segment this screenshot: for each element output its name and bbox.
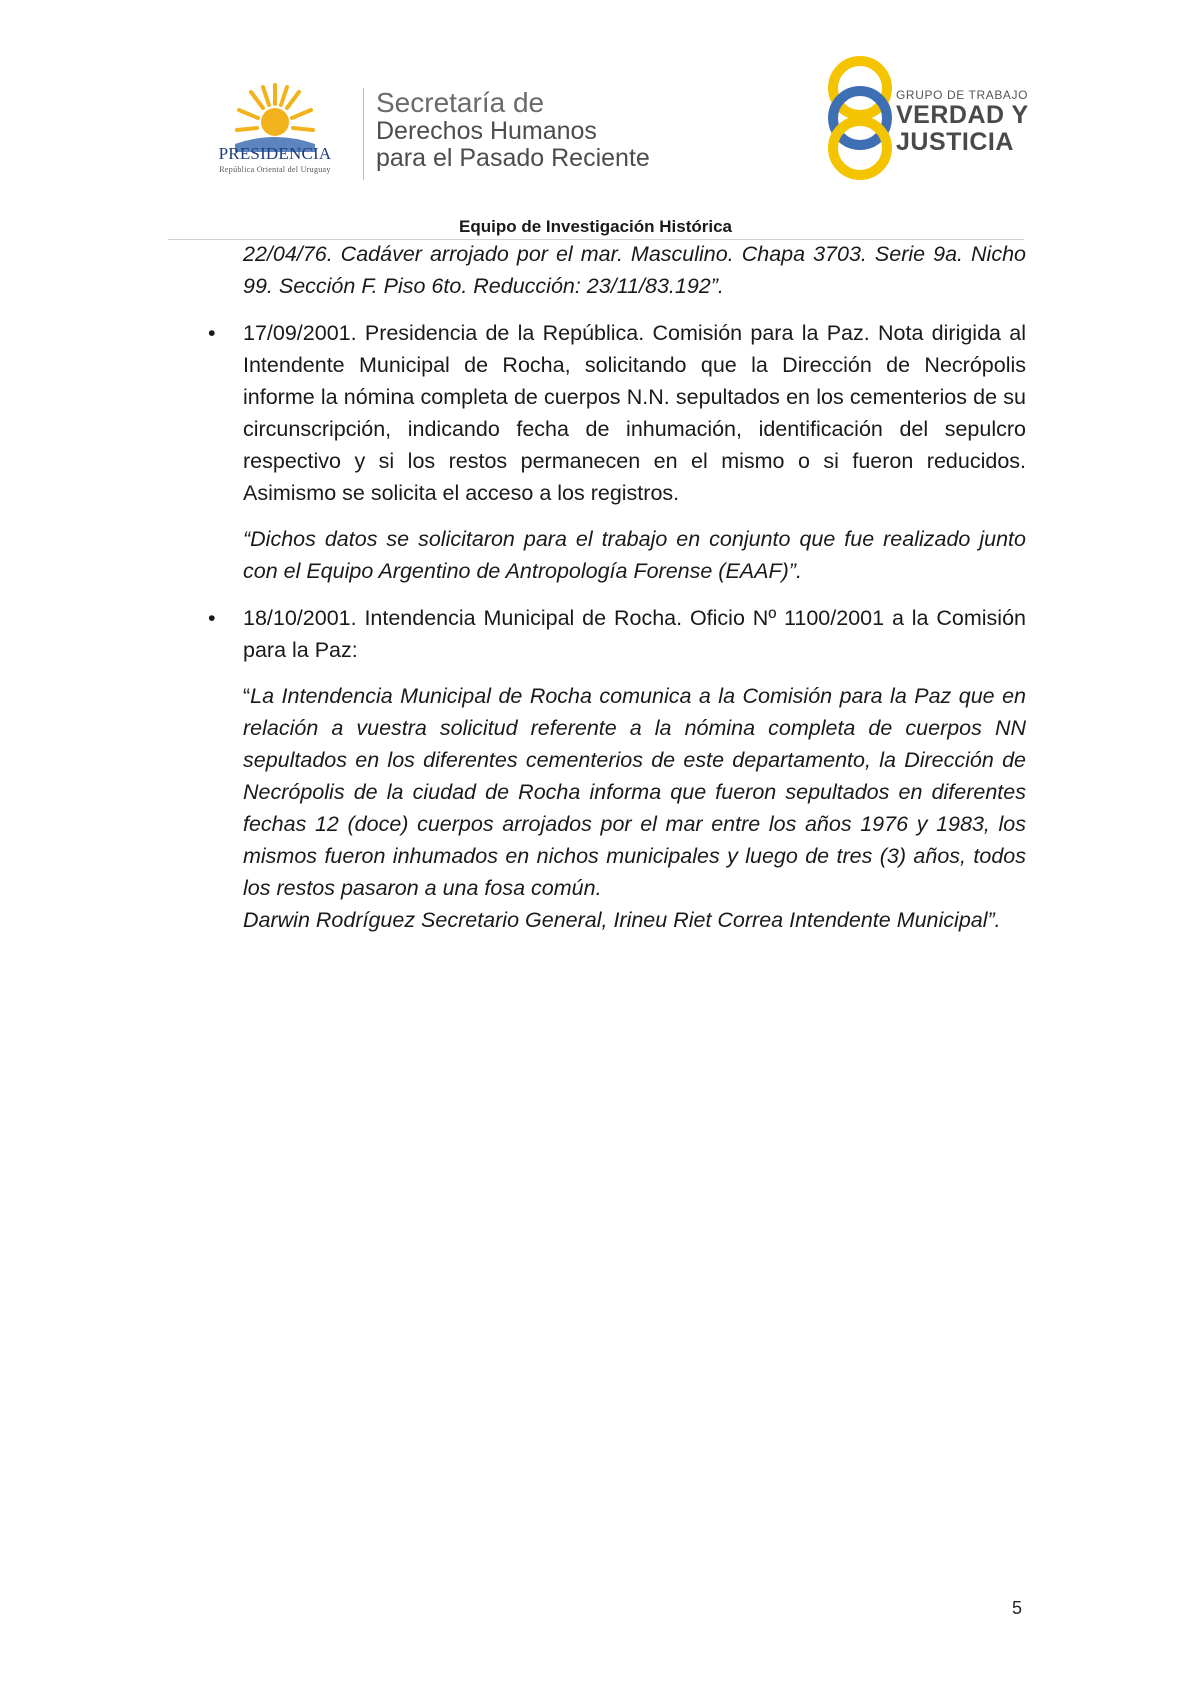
item-1-text: 17/09/2001. Presidencia de la República. Comisión para la Paz. Nota dirigida al Intendente Municipal de Rocha, solicitando que la Dirección de Necrópolis informe la nómina completa de cuerpos N.N. sepultados en los cementerios de su circunscripción, indicando fecha de inhumación, identificación del sepulcro respectivo y si los restos permanecen en el mismo o si fueron reducidos. Asimismo se solicita el acceso a los registros. (243, 321, 1026, 505)
presidencia-name: PRESIDENCIA (218, 144, 332, 163)
bullet-icon: • (208, 321, 216, 345)
grupo-line-1: VERDAD Y (896, 101, 1029, 129)
document-body (206, 238, 1026, 936)
logo-divider (363, 88, 364, 180)
item-2-signature: Darwin Rodríguez Secretario General, Irineu Riet Correa Intendente Municipal”. (243, 908, 1001, 932)
secretaria-line-2: Derechos Humanos (376, 117, 597, 145)
item-2-text: 18/10/2001. Intendencia Municipal de Rocha. Oficio Nº 1100/2001 a la Comisión para la Paz: (243, 606, 1026, 662)
list-item (206, 317, 1026, 509)
item-2-quote-block (206, 680, 1026, 936)
item-1-quote: “Dichos datos se solicitaron para el trabajo en conjunto que fue realizado junto con el Equipo Argentino de Antropología Forense (EAAF)”. (243, 527, 1026, 583)
page-header (0, 0, 1191, 250)
presidencia-subtitle: República Oriental del Uruguay (219, 165, 331, 174)
quote-open-mark: “ (243, 684, 251, 708)
sun-icon (235, 82, 315, 152)
secretaria-logo-text (376, 88, 650, 172)
list-item (206, 602, 1026, 666)
grupo-line-2: JUSTICIA (896, 128, 1014, 156)
team-title: Equipo de Investigación Histórica (459, 217, 732, 236)
bullet-icon: • (208, 606, 216, 630)
verdad-justicia-rings-icon (820, 54, 900, 182)
presidencia-logo (195, 82, 355, 182)
item-2-quote-text: La Intendencia Municipal de Rocha comunica a la Comisión para la Paz que en relación a vuestra solicitud referente a la nómina completa de cuerpos NN sepultados en los diferentes cementerios de este departamento, la Dirección de Necrópolis de la ciudad de Rocha informa que fueron sepultados en diferentes fechas 12 (doce) cuerpos arrojados por el mar entre los años 1976 y 1983, los mismos fueron inhumados en nichos municipales y luego de tres (3) años, todos los restos pasaron a una fosa común. (243, 684, 1026, 900)
item-2-quote (243, 680, 1026, 904)
secretaria-line-1: Secretaría de (376, 87, 545, 118)
continuation-paragraph: 22/04/76. Cadáver arrojado por el mar. Masculino. Chapa 3703. Serie 9a. Nicho 99. Sección F. Piso 6to. Reducción: 23/11/83.192”. (243, 242, 1026, 298)
page-number: 5 (1012, 1598, 1023, 1618)
verdad-justicia-logo-text (896, 88, 1029, 156)
secretaria-line-3: para el Pasado Reciente (376, 144, 650, 172)
grupo-label: GRUPO DE TRABAJO (896, 88, 1029, 102)
